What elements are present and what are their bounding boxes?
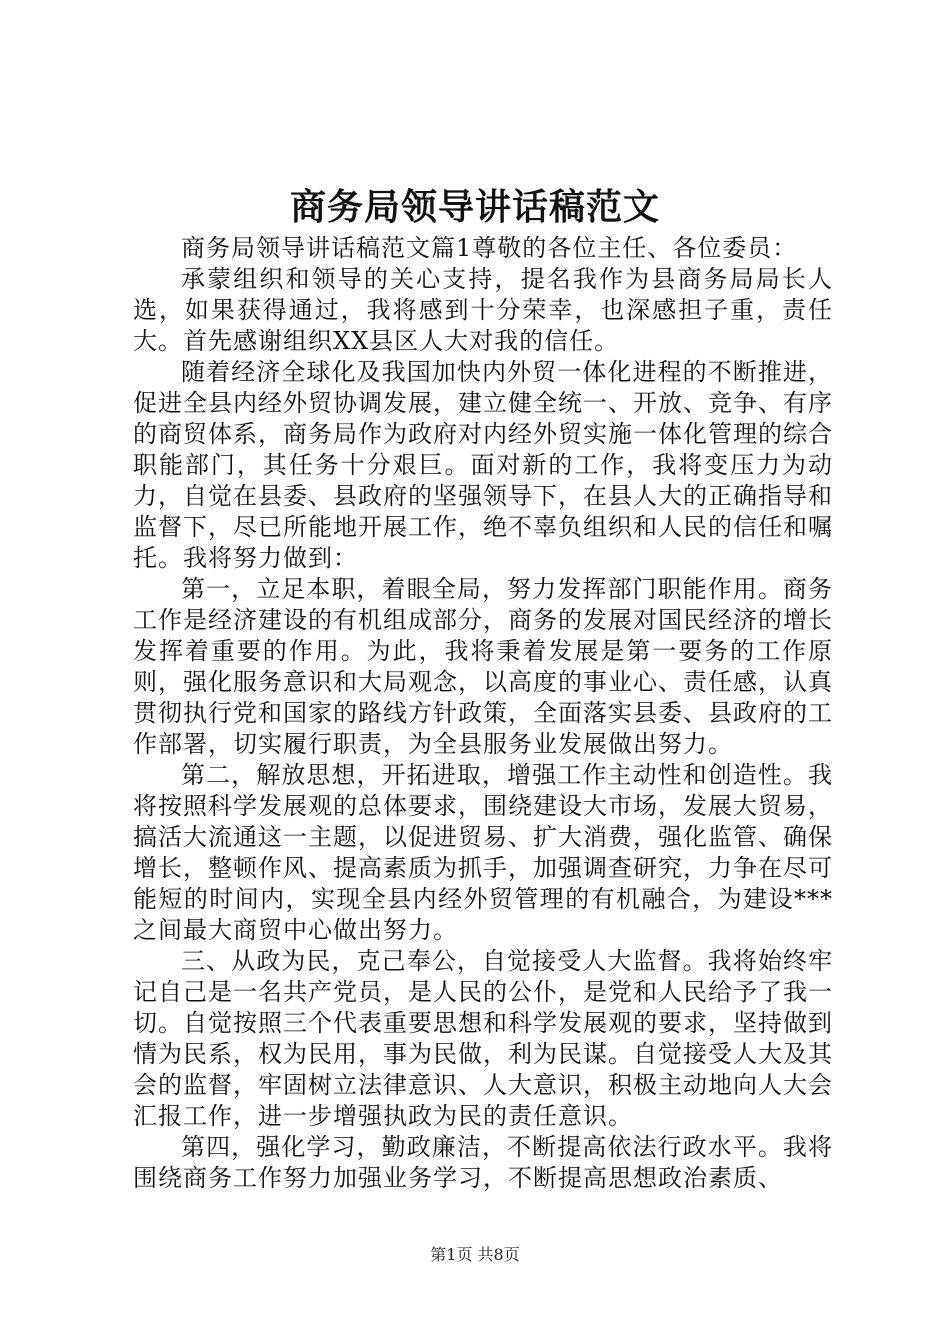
paragraph-6: 三、从政为民，克己奉公，自觉接受人大监督。我将始终牢记自己是一名共产党员，是人民的公仆，是党和人民给予了我一切。自觉按照三个代表重要思想和科学发展观的要求，坚持做到情为民系，权为民用，事为民做，利为民谋。自觉接受人大及其会的监督，牢固树立法律意识、人大意识，积极主动地向人大会汇报工作，进一步增强执政为民的责任意识。 (133, 947, 833, 1130)
paragraph-4: 第一，立足本职，着眼全局，努力发挥部门职能作用。商务工作是经济建设的有机组成部分，商务的发展对国民经济的增长发挥着重要的作用。为此，我将秉着发展是第一要务的工作原则，强化服务意识和大局观念，以高度的事业心、责任感，认真贯彻执行党和国家的路线方针政策，全面落实县委、县政府的工作部署，切实履行职责，为全县服务业发展做出努力。 (133, 575, 833, 758)
document-title: 商务局领导讲话稿范文 (289, 186, 660, 228)
paragraph-5: 第二，解放思想，开拓进取，增强工作主动性和创造性。我将按照科学发展观的总体要求，围绕建设大市场，发展大贸易，搞活大流通这一主题，以促进贸易、扩大消费，强化监管、确保增长，整顿作风、提高素质为抓手，加强调查研究，力争在尽可能短的时间内，实现全县内经外贸管理的有机融合，为建设***之间最大商贸中心做出努力。 (133, 761, 833, 944)
paragraph-2: 承蒙组织和领导的关心支持，提名我作为县商务局局长人选，如果获得通过，我将感到十分荣幸，也深感担子重，责任大。首先感谢组织XX县区人大对我的信任。 (133, 265, 833, 355)
paragraph-3: 随着经济全球化及我国加快内外贸一体化进程的不断推进，促进全县内经外贸协调发展，建立健全统一、开放、竞争、有序的商贸体系，商务局作为政府对内经外贸实施一体化管理的综合职能部门，其任务十分艰巨。面对新的工作，我将变压力为动力，自觉在县委、县政府的坚强领导下，在县人大的正确指导和监督下，尽已所能地开展工作，绝不辜负组织和人民的信任和嘱托。我将努力做到： (133, 358, 833, 572)
paragraph-1: 商务局领导讲话稿范文篇1尊敬的各位主任、各位委员： (181, 234, 798, 262)
document-body (133, 233, 833, 1194)
page-footer: 第1页 共8页 (430, 1245, 520, 1264)
paragraph-7: 第四，强化学习，勤政廉洁，不断提高依法行政水平。我将围绕商务工作努力加强业务学习，不断提高思想政治素质、 (133, 1133, 833, 1192)
